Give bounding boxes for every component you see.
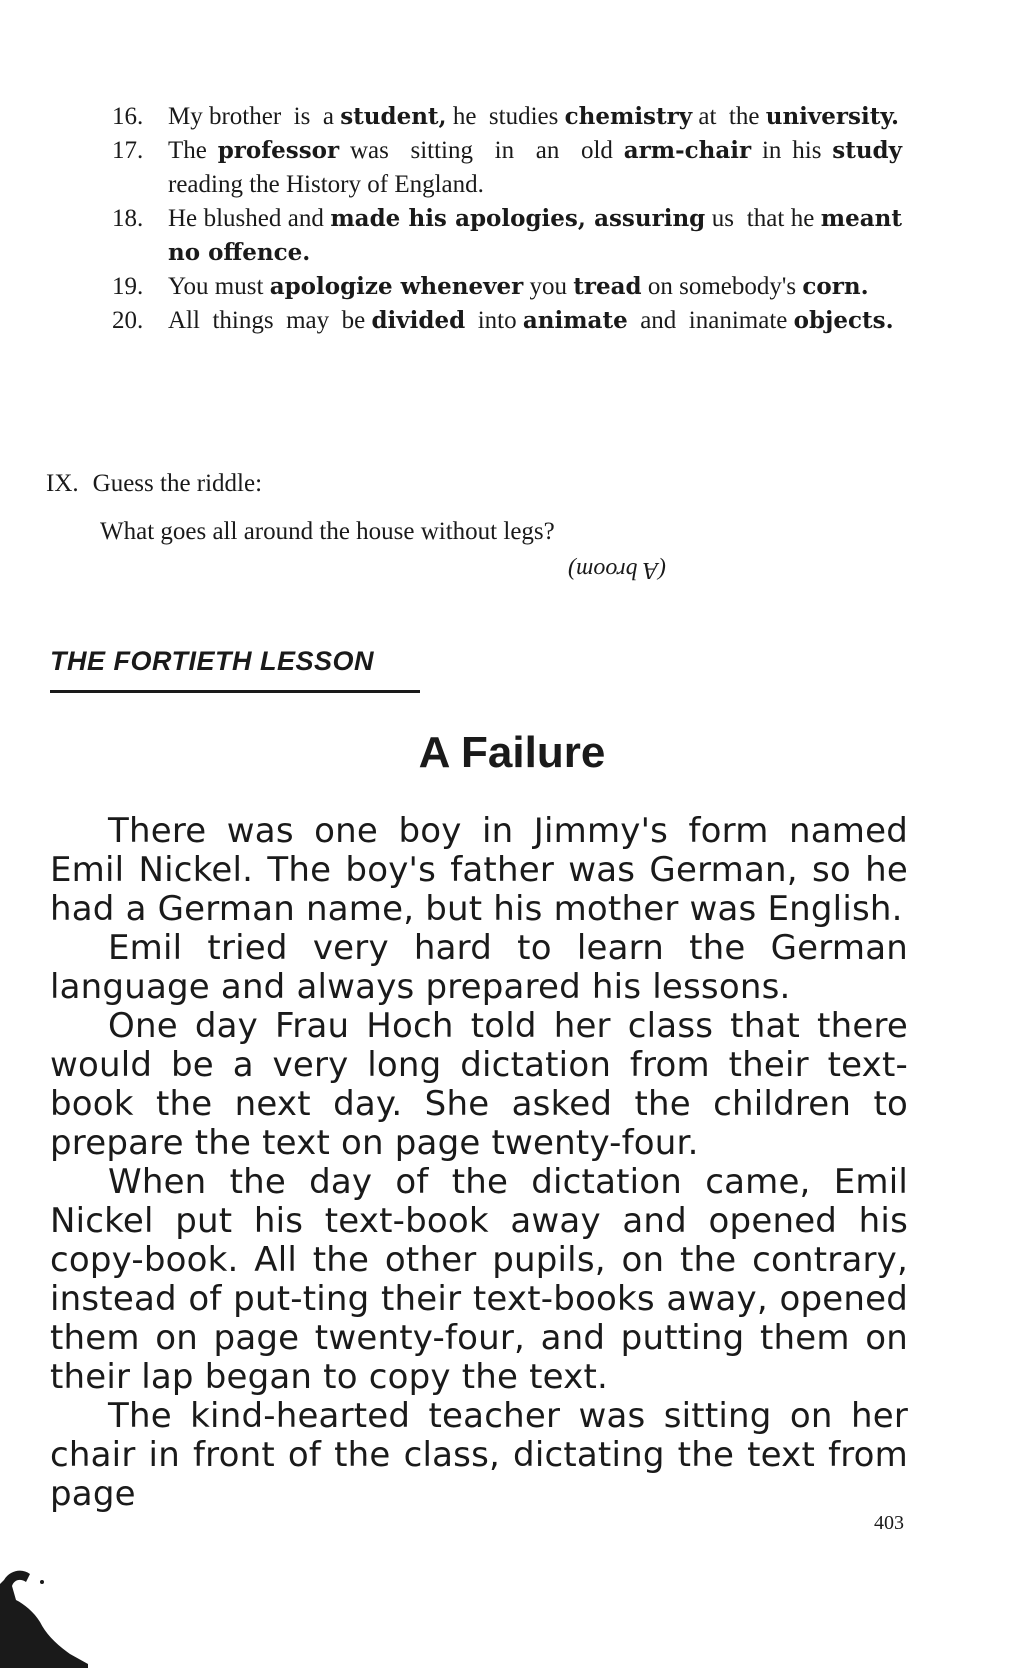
lesson-underline <box>50 690 420 693</box>
bold-vocabulary-word: divided <box>371 307 466 334</box>
sentence-fragment: You must <box>168 273 270 300</box>
exercise-number: 16. <box>112 103 144 130</box>
exercise-sentence <box>168 304 902 338</box>
page-number: 403 <box>874 1512 904 1534</box>
story-paragraph: There was one boy in Jimmy's form named Emil Nickel. The boy's father was German, so he had a German name, but his mother was English. <box>50 811 908 929</box>
story-paragraph: When the day of the dictation came, Emil Nickel put his text-book away and opened his copy-book. All the other pupils, on the contrary, instead of put-ting their text-books away, opened them on page twenty-four, and putting them on their lap began to copy the text. <box>50 1162 908 1397</box>
exercise-sentence <box>168 202 910 270</box>
bold-vocabulary-word: corn. <box>802 273 869 300</box>
bold-vocabulary-word: professor <box>217 137 340 164</box>
bold-vocabulary-word: animate <box>522 307 628 334</box>
exercise-sentence <box>168 134 909 202</box>
bold-vocabulary-word: study <box>832 137 902 164</box>
exercise-number: 17. <box>112 137 144 164</box>
scan-artifact-icon <box>0 1560 90 1668</box>
lesson-label: THE FORTIETH LESSON <box>50 646 375 676</box>
sentence-fragment: My brother is a <box>168 103 341 130</box>
exercise-item <box>112 202 910 270</box>
exercise-sentence <box>168 100 902 134</box>
sentence-fragment: on somebody's <box>641 273 803 300</box>
bold-vocabulary-word: student, <box>340 103 447 130</box>
section-number: IX. <box>46 470 79 497</box>
exercise-number: 19. <box>112 273 144 300</box>
sentence-fragment: into <box>465 307 523 334</box>
bold-vocabulary-word: chemistry <box>564 103 693 130</box>
sentence-fragment: He blushed and <box>168 205 331 232</box>
bold-vocabulary-word: apologize whenever <box>269 273 524 300</box>
sentence-fragment: us that he <box>705 205 821 232</box>
exercise-item <box>112 270 902 304</box>
sentence-fragment: and inanimate <box>627 307 794 334</box>
story-paragraph: Emil tried very hard to learn the German language and always prepared his lessons. <box>50 928 908 1007</box>
exercise-item <box>112 100 902 134</box>
sentence-fragment: All things may be <box>168 307 372 334</box>
exercise-item <box>112 304 902 338</box>
bold-vocabulary-word: tread <box>573 273 642 300</box>
sentence-fragment: was sitting in an old <box>339 137 624 164</box>
exercise-list <box>112 100 910 338</box>
exercise-number: 18. <box>112 205 144 232</box>
bold-vocabulary-word: meant no offence. <box>168 205 910 266</box>
bold-vocabulary-word: objects. <box>793 307 894 334</box>
exercise-item <box>112 134 909 202</box>
sentence-fragment: reading the History of England. <box>168 137 909 198</box>
riddle-heading-text: Guess the riddle: <box>92 470 263 497</box>
riddle-heading <box>46 470 262 498</box>
exercise-number: 20. <box>112 307 144 334</box>
bold-vocabulary-word: made his apologies, assuring <box>330 205 706 232</box>
story-title: A Failure <box>418 728 606 777</box>
exercise-sentence <box>168 270 902 304</box>
bold-vocabulary-word: university. <box>765 103 900 130</box>
story-text <box>50 812 908 1514</box>
sentence-fragment: he studies <box>446 103 565 130</box>
story-paragraph: The kind-hearted teacher was sitting on her chair in front of the class, dictating the text from page <box>50 1396 908 1514</box>
bold-vocabulary-word: arm-chair <box>623 137 752 164</box>
riddle-answer-upside-down: (A broom) <box>568 557 666 583</box>
sentence-fragment: in his <box>751 137 833 164</box>
sentence-fragment: The <box>168 137 218 164</box>
riddle-question: What goes all around the house without legs? <box>100 518 555 545</box>
sentence-fragment: you <box>523 273 574 300</box>
story-paragraph: One day Frau Hoch told her class that there would be a very long dictation from their text-book the next day. She asked the children to prepare the text on page twenty-four. <box>50 1006 908 1163</box>
sentence-fragment: at the <box>692 103 766 130</box>
